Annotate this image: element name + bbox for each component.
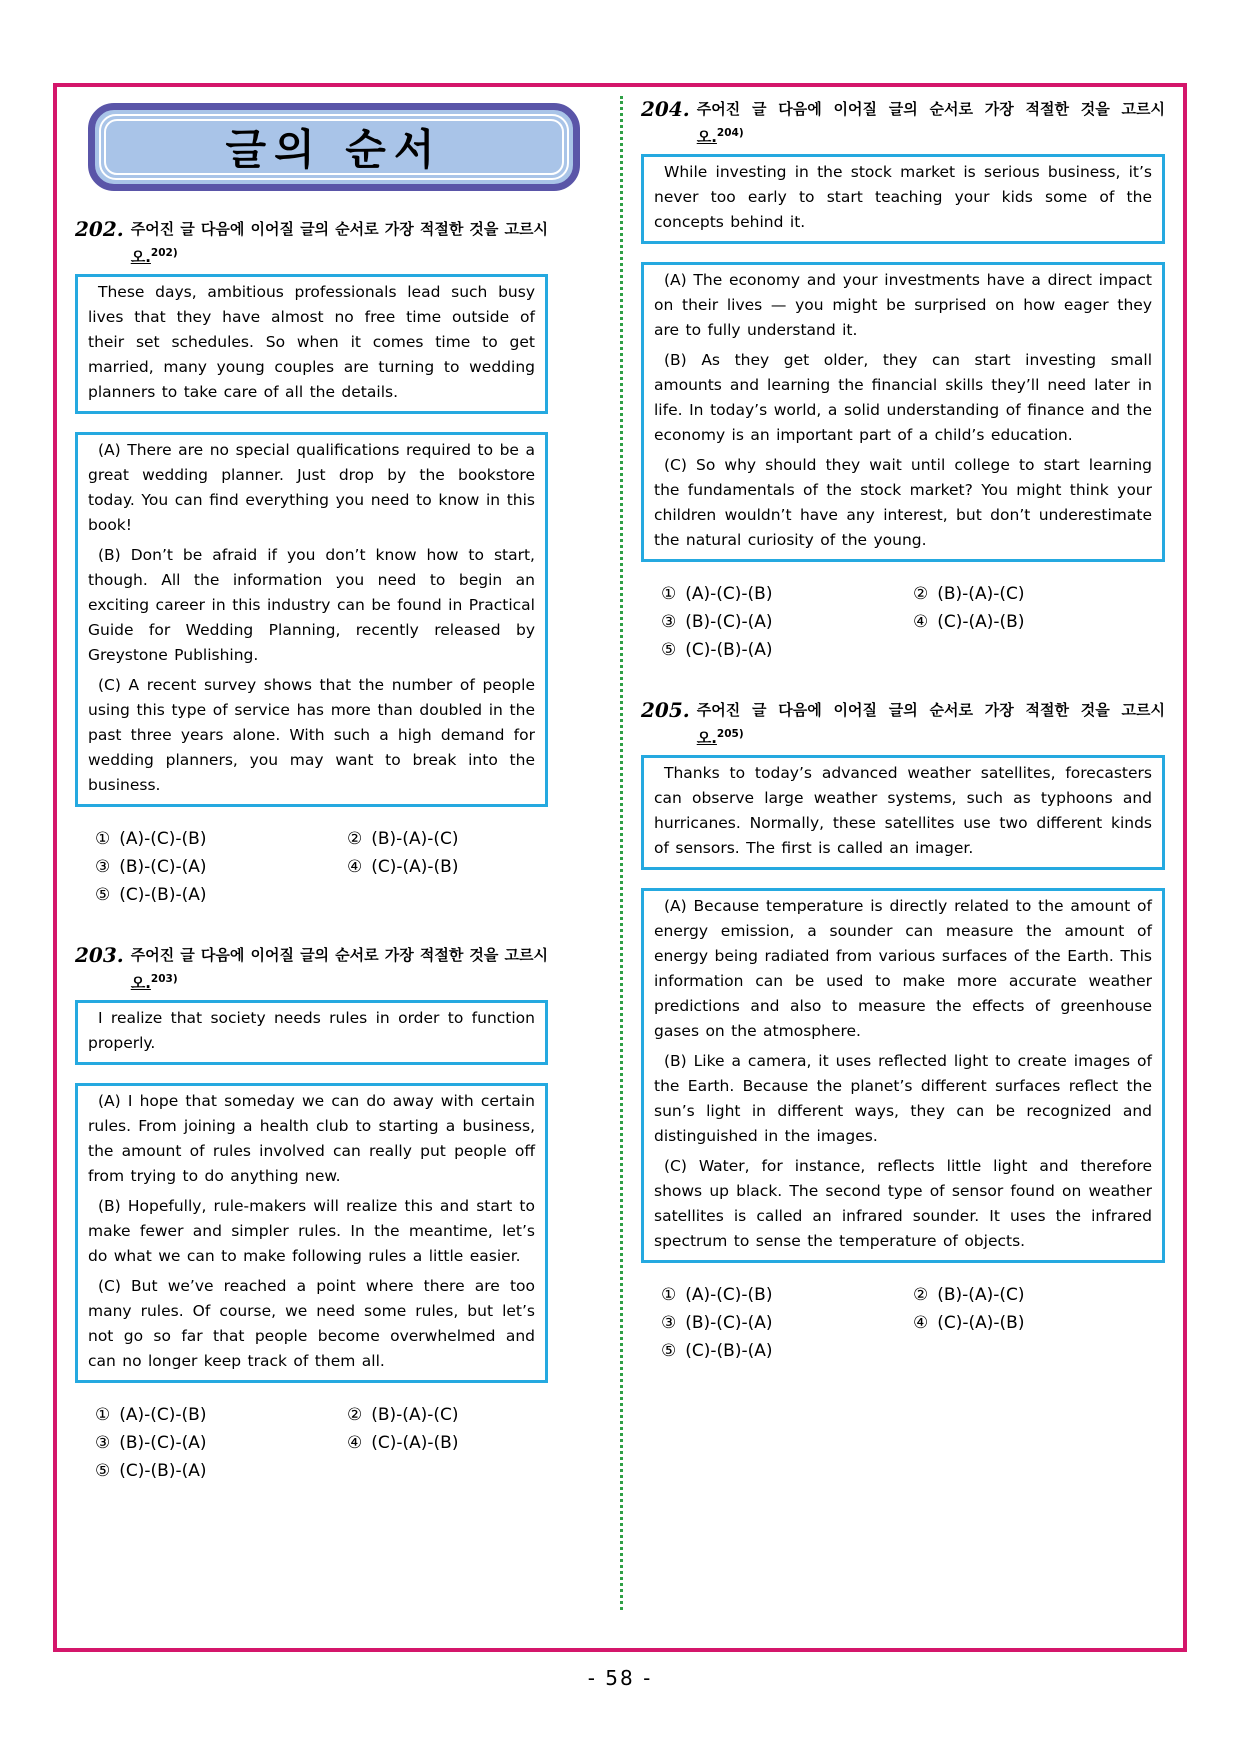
option-1 [95, 1401, 347, 1429]
prompt-line-2 [697, 722, 1165, 750]
option-3-text: (B)-(C)-(A) [685, 1313, 773, 1333]
question-number: 202. [75, 217, 124, 241]
option-3 [95, 853, 347, 881]
given-passage-text: These days, ambitious professionals lead such busy lives that they have almost no free time outside of their set schedules. So when it comes time to get married, many young couples are turning to wedding planners to take care of all the details. [88, 283, 535, 401]
option-5 [95, 1457, 347, 1485]
paragraph-C: (C) Water, for instance, reflects little light and therefore shows up black. The second type of sensor found on weather satellites is called an infrared sounder. It uses the infrared spectrum to sense the temperature of objects. [654, 1157, 1152, 1250]
option-4-marker: ④ [913, 612, 929, 632]
option-3-text: (B)-(C)-(A) [119, 857, 207, 877]
option-2 [347, 1401, 458, 1429]
option-1-marker: ① [95, 829, 111, 849]
option-4 [347, 853, 458, 881]
question-202 [75, 217, 548, 909]
given-passage-text: Thanks to today’s advanced weather satellites, forecasters can observe large weather systems, such as typhoons and hurricanes. Normally, these satellites use two different kinds of sensors. The first is called an imager. [654, 764, 1152, 857]
question-number: 205. [641, 698, 690, 722]
paragraph-C: (C) But we’ve reached a point where there are too many rules. Of course, we need some rules, but let’s not go so far that people become overwhelmed and can no longer keep track of them all. [88, 1277, 535, 1370]
paragraph-C: (C) So why should they wait until college to start learning the fundamentals of the stock market? You might think your children wouldn’t have any interest, but don’t underestimate the natural curiosity of the young. [654, 456, 1152, 549]
option-4-marker: ④ [913, 1313, 929, 1333]
option-4-text: (C)-(A)-(B) [937, 612, 1025, 632]
option-3-marker: ③ [95, 857, 111, 877]
given-passage-text: While investing in the stock market is serious business, it’s never too early to start teaching your kids some of the concepts behind it. [654, 163, 1152, 231]
paragraph-A: (A) I hope that someday we can do away with certain rules. From joining a health club to starting a business, the amount of rules involved can really put people off from trying to do anything new. [88, 1092, 535, 1185]
banner-core [104, 119, 564, 175]
prompt-line-2 [697, 121, 1165, 149]
answer-options [661, 1281, 1165, 1365]
paragraph-A: (A) Because temperature is directly related to the amount of energy emission, a sounder can measure the amount of energy being radiated from various surfaces of the Earth. This information can be used to make more accurate weather predictions and also to measure the effects of greenhouse gases on the atmosphere. [654, 897, 1152, 1040]
option-4 [347, 1429, 458, 1457]
option-3-text: (B)-(C)-(A) [685, 612, 773, 632]
answer-options [661, 580, 1165, 664]
option-5-text: (C)-(B)-(A) [119, 885, 207, 905]
ordering-paragraphs-box [75, 432, 548, 807]
option-4-text: (C)-(A)-(B) [371, 1433, 459, 1453]
banner-inner-ring [99, 114, 569, 180]
option-4-marker: ④ [347, 857, 363, 877]
question-204 [641, 97, 1165, 664]
footnote-ref: 204) [716, 127, 744, 139]
question-204-header [641, 97, 1165, 149]
option-1-marker: ① [661, 1285, 677, 1305]
given-passage-box [75, 1000, 548, 1065]
option-2-text: (B)-(A)-(C) [371, 829, 459, 849]
option-1-marker: ① [661, 584, 677, 604]
option-4 [913, 1309, 1024, 1337]
option-2 [913, 580, 1024, 608]
option-5-text: (C)-(B)-(A) [685, 1341, 773, 1361]
ordering-paragraphs-box [641, 262, 1165, 562]
question-prompt [697, 97, 1165, 149]
option-5-text: (C)-(B)-(A) [119, 1461, 207, 1481]
given-passage-text: I realize that society needs rules in order to function properly. [88, 1009, 535, 1052]
option-3 [661, 1309, 913, 1337]
option-5-marker: ⑤ [95, 885, 111, 905]
answer-options [95, 825, 548, 909]
option-2-marker: ② [913, 584, 929, 604]
option-1-marker: ① [95, 1405, 111, 1425]
footnote-ref: 205) [716, 728, 744, 740]
question-202-header [75, 217, 548, 269]
question-203 [75, 943, 548, 1485]
question-prompt [131, 217, 548, 269]
left-column [75, 103, 548, 1519]
option-5-marker: ⑤ [95, 1461, 111, 1481]
option-2-text: (B)-(A)-(C) [937, 1285, 1025, 1305]
footnote-ref: 203) [150, 973, 178, 985]
option-3 [661, 608, 913, 636]
option-3-text: (B)-(C)-(A) [119, 1433, 207, 1453]
question-number: 204. [641, 97, 690, 121]
prompt-tail: 오. [130, 248, 151, 266]
paragraph-B: (B) As they get older, they can start investing small amounts and learning the financial skills they’ll need later in life. In today’s world, a solid understanding of finance and the economy is an important part of a child’s education. [654, 351, 1152, 444]
option-4-text: (C)-(A)-(B) [371, 857, 459, 877]
option-4-marker: ④ [347, 1433, 363, 1453]
footnote-ref: 202) [150, 247, 178, 259]
prompt-line-1: 주어진 글 다음에 이어질 글의 순서로 가장 적절한 것을 고르시 [696, 100, 1165, 118]
option-1-text: (A)-(C)-(B) [119, 1405, 207, 1425]
option-5-marker: ⑤ [661, 640, 677, 660]
option-2-marker: ② [347, 1405, 363, 1425]
option-5 [661, 1337, 913, 1365]
option-5-marker: ⑤ [661, 1341, 677, 1361]
option-2-marker: ② [913, 1285, 929, 1305]
option-5-text: (C)-(B)-(A) [685, 640, 773, 660]
paragraph-B: (B) Like a camera, it uses reflected light to create images of the Earth. Because the planet’s different surfaces reflect the sun’s light in different ways, they can be recognized and distinguished in the images. [654, 1052, 1152, 1145]
question-205-header [641, 698, 1165, 750]
paragraph-C: (C) A recent survey shows that the number of people using this type of service has more than doubled in the past three years alone. With such a high demand for wedding planners, you may want to break into the business. [88, 676, 535, 794]
section-title-banner [88, 103, 580, 191]
ordering-paragraphs-box [641, 888, 1165, 1263]
right-column [641, 97, 1165, 1399]
paragraph-A: (A) The economy and your investments have a direct impact on their lives — you might be surprised on how eager they are to fully understand it. [654, 271, 1152, 339]
option-1-text: (A)-(C)-(B) [685, 584, 773, 604]
question-number: 203. [75, 943, 124, 967]
option-1 [661, 1281, 913, 1309]
prompt-line-2 [131, 241, 548, 269]
question-203-header [75, 943, 548, 995]
prompt-tail: 오. [130, 974, 151, 992]
given-passage-box [641, 154, 1165, 244]
prompt-tail: 오. [696, 128, 717, 146]
given-passage-box [641, 755, 1165, 870]
option-3-marker: ③ [661, 1313, 677, 1333]
option-2-marker: ② [347, 829, 363, 849]
column-divider [620, 96, 623, 1610]
option-5 [95, 881, 347, 909]
paragraph-A: (A) There are no special qualifications required to be a great wedding planner. Just drop by the bookstore today. You can find everything you need to know in this book! [88, 441, 535, 534]
prompt-tail: 오. [696, 729, 717, 747]
option-2 [913, 1281, 1024, 1309]
answer-options [95, 1401, 548, 1485]
option-3 [95, 1429, 347, 1457]
option-1 [95, 825, 347, 853]
option-4-text: (C)-(A)-(B) [937, 1313, 1025, 1333]
option-3-marker: ③ [661, 612, 677, 632]
given-passage-box [75, 274, 548, 414]
paragraph-B: (B) Hopefully, rule-makers will realize this and start to make fewer and simpler rules. In the meantime, let’s do what we can to make following rules a little easier. [88, 1197, 535, 1265]
section-title: 글의 순서 [225, 125, 443, 174]
question-205 [641, 698, 1165, 1365]
option-1-text: (A)-(C)-(B) [685, 1285, 773, 1305]
option-2-text: (B)-(A)-(C) [937, 584, 1025, 604]
option-4 [913, 608, 1024, 636]
option-5 [661, 636, 913, 664]
page-number: - 58 - [587, 1666, 653, 1690]
paragraph-B: (B) Don’t be afraid if you don’t know how to start, though. All the information you need to begin an exciting career in this industry can be found in Practical Guide for Wedding Planning, recently released by Greystone Publishing. [88, 546, 535, 664]
ordering-paragraphs-box [75, 1083, 548, 1383]
option-2-text: (B)-(A)-(C) [371, 1405, 459, 1425]
option-3-marker: ③ [95, 1433, 111, 1453]
prompt-line-1: 주어진 글 다음에 이어질 글의 순서로 가장 적절한 것을 고르시 [130, 220, 548, 238]
question-prompt [131, 943, 548, 995]
prompt-line-1: 주어진 글 다음에 이어질 글의 순서로 가장 적절한 것을 고르시 [696, 701, 1165, 719]
prompt-line-2 [131, 967, 548, 995]
option-2 [347, 825, 458, 853]
prompt-line-1: 주어진 글 다음에 이어질 글의 순서로 가장 적절한 것을 고르시 [130, 946, 548, 964]
question-prompt [697, 698, 1165, 750]
option-1 [661, 580, 913, 608]
option-1-text: (A)-(C)-(B) [119, 829, 207, 849]
